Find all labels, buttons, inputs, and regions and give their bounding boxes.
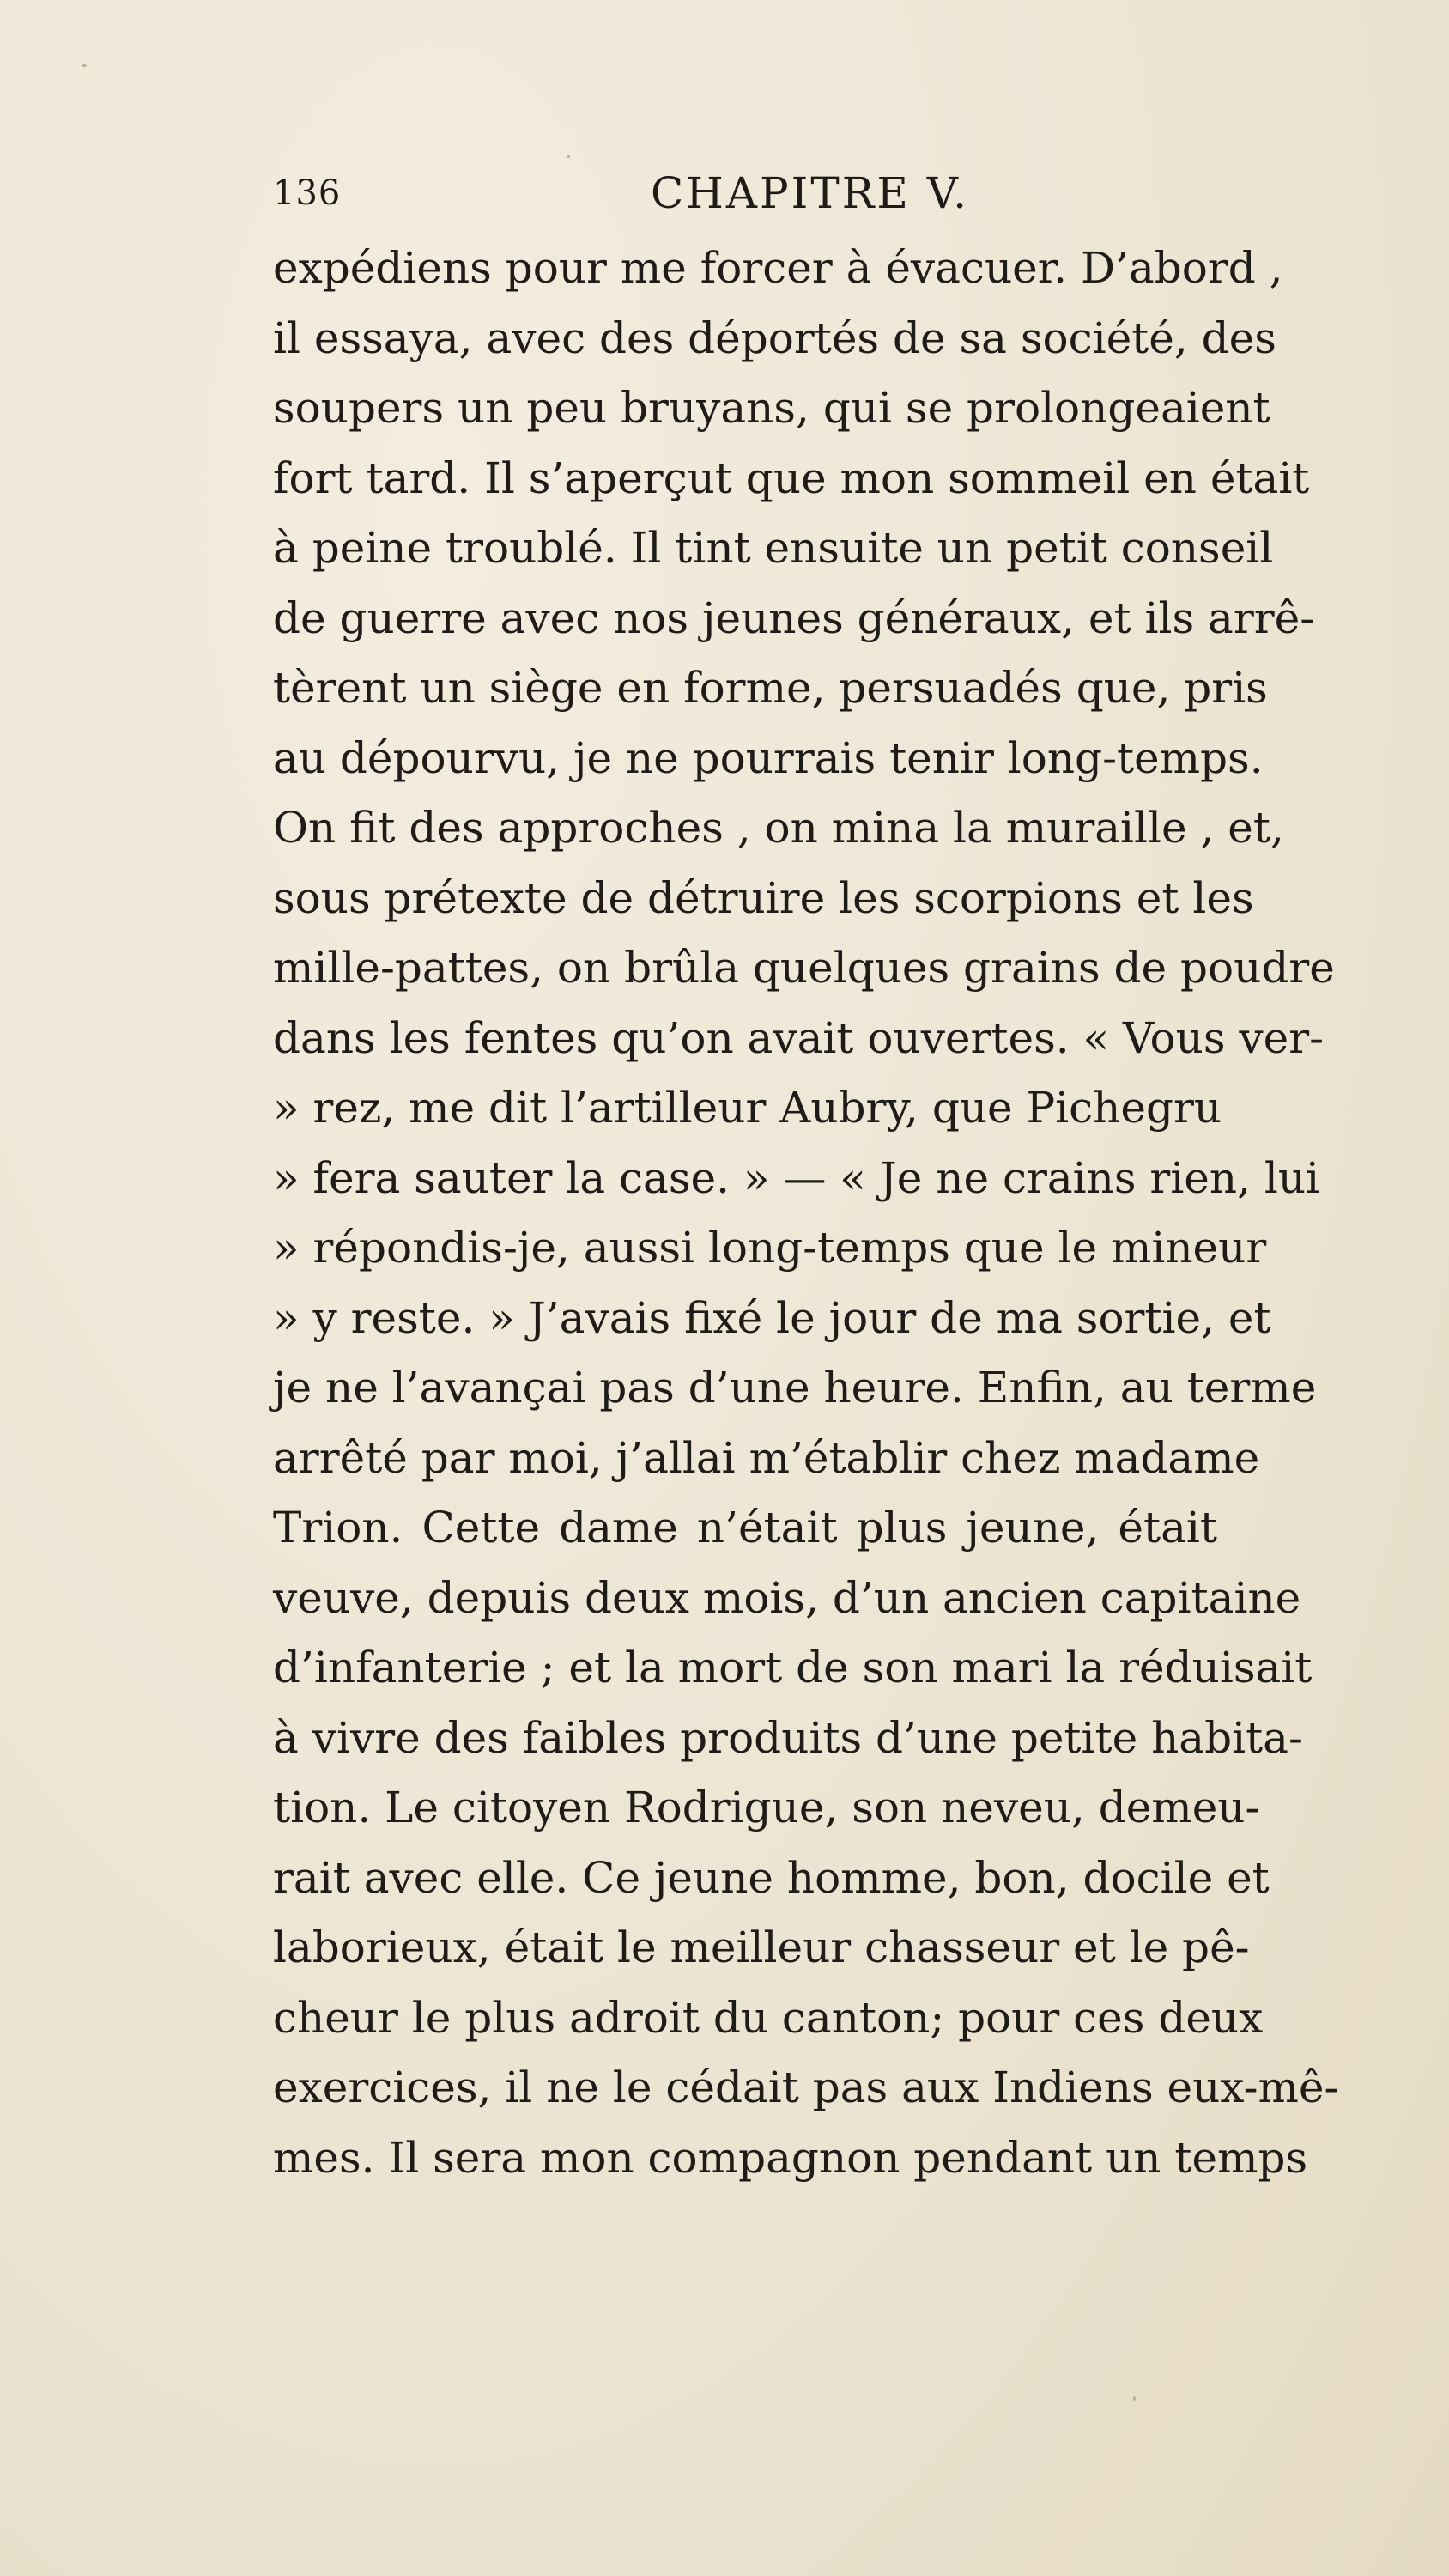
text-line: de guerre avec nos jeunes généraux, et ils arrê- xyxy=(273,592,1315,643)
text-line: soupers un peu bruyans, qui se prolongeaient xyxy=(273,383,1270,433)
text-line: il essaya, avec des déportés de sa société, des xyxy=(273,313,1276,363)
body-text xyxy=(273,234,1339,2193)
text-line: mes. Il sera mon compagnon pendant un temps xyxy=(273,2132,1308,2183)
text-line: je ne l’avançai pas d’une heure. Enfin, au terme xyxy=(273,1363,1317,1413)
paper-speck xyxy=(567,155,570,158)
text-line: sous prétexte de détruire les scorpions et les xyxy=(273,872,1254,923)
text-line: dans les fentes qu’on avait ouvertes. « Vous ver- xyxy=(273,1012,1325,1063)
page-header xyxy=(273,168,1217,228)
text-line: d’infanterie ; et la mort de son mari la réduisait xyxy=(273,1643,1313,1692)
text-line: rait avec elle. Ce jeune homme, bon, docile et xyxy=(273,1852,1270,1903)
text-line: Trion. Cette dame n’était plus jeune, était xyxy=(273,1503,1217,1552)
text-line: mille-pattes, on brûla quelques grains de poudre xyxy=(273,943,1335,993)
paper-speck xyxy=(82,64,87,67)
text-line: On fit des approches , on mina la muraille , et, xyxy=(273,803,1284,853)
text-line: » répondis-je, aussi long-temps que le mineur xyxy=(273,1223,1267,1273)
text-line: expédiens pour me forcer à évacuer. D’abord , xyxy=(273,243,1283,293)
text-line: arrêté par moi, j’allai m’établir chez madame xyxy=(273,1432,1260,1483)
text-line: tèrent un siège en forme, persuadés que, pris xyxy=(273,663,1268,713)
text-line: veuve, depuis deux mois, d’un ancien capitaine xyxy=(273,1572,1301,1623)
text-line: au dépourvu, je ne pourrais tenir long-temps. xyxy=(273,732,1264,783)
text-line: à vivre des faibles produits d’une petite habita- xyxy=(273,1712,1303,1763)
text-line: » fera sauter la case. » — « Je ne crains rien, lui xyxy=(273,1152,1320,1203)
text-line: » rez, me dit l’artilleur Aubry, que Pichegru xyxy=(273,1083,1222,1133)
text-line: fort tard. Il s’aperçut que mon sommeil en était xyxy=(273,453,1310,503)
text-line: exercices, il ne le cédait pas aux Indiens eux-mê- xyxy=(273,2063,1339,2112)
text-line: tion. Le citoyen Rodrigue, son neveu, demeu- xyxy=(273,1783,1260,1832)
text-line: » y reste. » J’avais fixé le jour de ma sortie, et xyxy=(273,1292,1271,1343)
running-head: CHAPITRE V. xyxy=(651,168,970,218)
text-line: laborieux, était le meilleur chasseur et le pê- xyxy=(273,1923,1250,1972)
text-line: cheur le plus adroit du canton; pour ces deux xyxy=(273,1992,1264,2043)
text-line: à peine troublé. Il tint ensuite un petit conseil xyxy=(273,523,1274,573)
paper-speck xyxy=(1133,2396,1136,2401)
page-number: 136 xyxy=(273,173,342,213)
